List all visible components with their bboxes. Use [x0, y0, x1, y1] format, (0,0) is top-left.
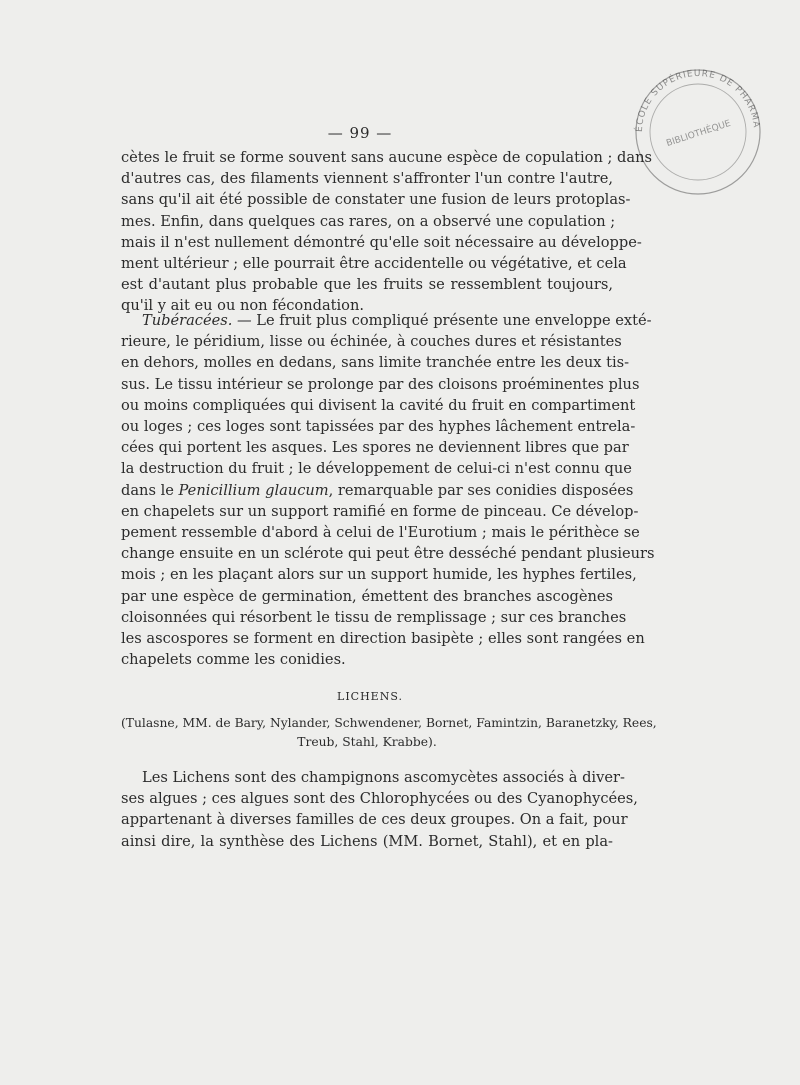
text-line: par une espèce de germination, émettent des branches ascogènes: [121, 587, 613, 605]
text-line: ou moins compliquées qui divisent la cavité du fruit en compartiment: [121, 396, 636, 414]
text-line: mois ; en les plaçant alors sur un support humide, les hyphes fertiles,: [121, 566, 637, 584]
text-line: qu'il y ait eu ou non fécondation.: [121, 297, 364, 315]
text-line: ou loges ; ces loges sont tapissées par des hyphes lâchement entrela-: [121, 418, 636, 436]
text-line: est d'autant plus probable que les fruits se ressemblent toujours,: [121, 276, 613, 294]
page-number: — 99 —: [327, 124, 393, 142]
text-line: sans qu'il ait été possible de constater une fusion de leurs protoplas-: [121, 191, 631, 209]
text-line: en chapelets sur un support ramifié en forme de pinceau. Ce dévelop-: [121, 502, 639, 520]
species-name: Penicillium glaucum: [178, 481, 329, 499]
text-fragment: Le fruit plus compliqué présente une enveloppe exté-: [251, 312, 652, 329]
svg-text:BIBLIOTHÈQUE: BIBLIOTHÈQUE: [665, 118, 733, 150]
text-line: ainsi dire, la synthèse des Lichens (MM. Bornet, Stahl), et en pla-: [121, 832, 613, 850]
text-line: appartenant à diverses familles de ces deux groupes. On a fait, pour: [121, 811, 628, 829]
authors-line: (Tulasne, MM. de Bary, Nylander, Schwendener, Bornet, Famintzin, Baranetzky, Rees,: [121, 716, 657, 730]
library-stamp: [628, 62, 768, 202]
text-line: sus. Le tissu intérieur se prolonge par des cloisons proéminentes plus: [121, 375, 640, 393]
text-line: rieure, le péridium, lisse ou échinée, à couches dures et résistantes: [121, 333, 622, 351]
text-line: mais il n'est nullement démontré qu'elle soit nécessaire au développe-: [121, 233, 642, 251]
text-line: [121, 480, 634, 501]
text-line: cées qui portent les asques. Les spores ne deviennent libres que par: [121, 439, 629, 457]
text-line: ment ultérieur ; elle pourrait être accidentelle ou végétative, et cela: [121, 255, 627, 273]
authors-citation: [121, 714, 657, 752]
text-line: cloisonnées qui résorbent le tissu de remplissage ; sur ces branches: [121, 608, 627, 626]
section-heading: LICHENS.: [337, 690, 403, 703]
text-fragment: dans le: [121, 481, 179, 499]
text-line: la destruction du fruit ; le développement de celui-ci n'est connu que: [121, 460, 632, 478]
paragraph-1: [121, 147, 652, 317]
text-line: pement ressemble d'abord à celui de l'Eurotium ; mais le périthèce se: [121, 524, 640, 542]
section-lead: Tubéracées. —: [142, 312, 252, 329]
authors-line: Treub, Stahl, Krabbe).: [297, 735, 437, 749]
paragraph-3: [121, 767, 638, 852]
text-line: ses algues ; ces algues sont des Chlorophycées ou des Cyanophycées,: [121, 790, 638, 808]
svg-text:ÉCOLE SUPÉRIEURE DE PHARMACIE: ÉCOLE SUPÉRIEURE DE PHARMA: [634, 68, 761, 133]
text-line: d'autres cas, des filaments viennent s'affronter l'un contre l'autre,: [121, 170, 613, 188]
text-line: mes. Enfin, dans quelques cas rares, on a observé une copulation ;: [121, 212, 616, 230]
text-line: Les Lichens sont des champignons ascomycètes associés à diver-: [142, 769, 625, 786]
text-line: [121, 310, 652, 331]
paragraph-2: [121, 310, 655, 670]
text-line: cètes le fruit se forme souvent sans aucune espèce de copulation ; dans: [121, 149, 652, 166]
text-line: en dehors, molles en dedans, sans limite tranchée entre les deux tis-: [121, 354, 630, 372]
text-fragment: , remarquable par ses conidies disposées: [328, 481, 634, 499]
text-line: chapelets comme les conidies.: [121, 651, 346, 669]
text-line: change ensuite en un sclérote qui peut être desséché pendant plusieurs: [121, 545, 655, 563]
text-line: les ascospores se forment en direction basipète ; elles sont rangées en: [121, 630, 645, 648]
